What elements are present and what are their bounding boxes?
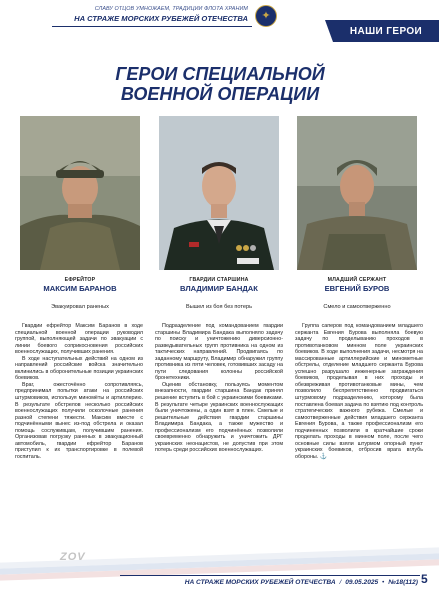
- paragraph: Подразделение под командованием гвардии старшины Владимира Бандака выполняло задачу по поиску и уничтожению диверсионно-разведывательных групп противника на одном из тактических направлений. Продвигаясь по заданному маршруту, Владимир обнаружил группу противника из пяти человек, готовивших засаду на пути следования колонны российской бронетехники.: [155, 323, 283, 382]
- anchor-star-icon: ✦: [261, 9, 271, 22]
- section-tab: НАШИ ГЕРОИ: [333, 20, 439, 42]
- hero-photo-bandak: [159, 116, 279, 270]
- navy-emblem-icon: [255, 5, 277, 27]
- headline-line-1: ГЕРОИ СПЕЦИАЛЬНОЙ: [115, 64, 325, 84]
- footer-separator: •: [380, 579, 387, 586]
- hero-name: ВЛАДИМИР БАНДАК: [180, 284, 258, 293]
- hero-rank: ГВАРДИИ СТАРШИНА: [189, 277, 249, 283]
- paragraph: Оценив обстановку, пользуясь моментом внезапности, гвардии старшина Бандак принял решение вступить в бой с украинскими боевиками. В результате четыре украинских военнослужащих были уничтожены, а один взят в плен. Смелые и решительные действия гвардии старшины Владимира Бандака, а также мужество и профессионализм его подчинённых позволили своевременно обнаружить и уничтожить ДРГ украинских неонацистов, не допустив при этом потерь среди российских военнослужащих.: [155, 381, 283, 454]
- anchor-end-icon: ⚓: [319, 453, 328, 460]
- hero-rank: МЛАДШИЙ СЕРЖАНТ: [327, 277, 387, 283]
- paragraph: В ходе наступательных действий на одном из направлений российские войска значительно вклинились в оборонительные позиции украинских боевиков.: [15, 355, 143, 382]
- article-column-burov: [295, 323, 423, 460]
- article-column-baranov: [15, 323, 143, 460]
- paragraph: Гвардии ефрейтор Максим Баранов в ходе специальной военной операции руководил группой, выполняющей задачи по эвакуации с линии боевого соприкосновения российских военнослужащих, получивших ранения.: [15, 323, 143, 356]
- headline-line-2: ВОЕННОЙ ОПЕРАЦИИ: [120, 84, 320, 104]
- header-divider: [52, 26, 252, 27]
- page-number: 5: [421, 572, 428, 586]
- footer-title: НА СТРАЖЕ МОРСКИХ РУБЕЖЕЙ ОТЕЧЕСТВА: [184, 579, 336, 586]
- paragraph-text: Группа саперов под командованием младшего сержанта Евгения Бурова выполняла боевую задачу по проделыванию проходов в противотанковом минном поле украинских боевиков. В ходе выполнения задачи, несмотря на массированные артиллерийские и минометные обстрелы, отделение младшего сержанта Бурова успешно разрушало инженерные заграждения боевиков, проделывая в них проходы и обезвреживая противотанковые мины, чем позволило беспрепятственно продвигаться штурмовому подразделению, которому была поставлена боевая задача по взятию под контроль стратегических важного рубежа. Смелые и самоотверженные действия младшего сержанта Евгения Бурова, а также профессионализм его подчиненных позволили в кратчайшие сроки проделать проходы в минном поле, после чего основные силы взяли штурмом опорный пункт украинских боевиков, отбросив врага вглубь обороны.: [295, 323, 423, 460]
- page-headline: [95, 64, 345, 104]
- hero-name: МАКСИМ БАРАНОВ: [43, 284, 117, 293]
- hero-rank: ЕФРЕЙТОР: [64, 277, 96, 283]
- hero-photo-baranov: [20, 116, 140, 270]
- hero-name: ЕВГЕНИЙ БУРОВ: [324, 284, 390, 293]
- hero-award-burov: Смело и самоотверженно: [323, 304, 391, 310]
- article-column-bandak: [155, 323, 283, 454]
- hero-caption-bandak: [154, 277, 284, 293]
- footer-divider: [120, 575, 420, 576]
- hero-award-bandak: Вышел из боя без потерь: [185, 304, 253, 310]
- hero-caption-burov: [292, 277, 422, 293]
- header-tagline: СЛАВУ ОТЦОВ УМНОЖАЕМ, ТРАДИЦИИ ФЛОТА ХРАНИМ: [94, 6, 248, 12]
- hero-caption-baranov: [15, 277, 145, 293]
- hero-award-baranov: Эвакуировал раненых: [51, 304, 109, 310]
- hero-photo-burov: [297, 116, 417, 270]
- header-title: НА СТРАЖЕ МОРСКИХ РУБЕЖЕЙ ОТЕЧЕСТВА: [74, 14, 248, 23]
- zov-watermark: ZOV: [60, 551, 86, 563]
- footer-separator: /: [337, 579, 344, 586]
- footer-date: 09.05.2025: [345, 579, 379, 586]
- paragraph: Враг, ожесточённо сопротивляясь, предпринимал попытки атаки на российских штурмовиков, используя миномёты и артиллерию. В результате обстрелов несколько российских военнослужащих получили осколочные ранения разной степени тяжести. Максим вместе с подчинёнными вынес из-под обстрела и оказал помощь сослуживцам, получившим ранения. Организовав погрузку раненых в эвакуационный автомобиль, гвардии ефрейтор Баранов приступил к их транспортировке в полевой госпиталь.: [15, 381, 143, 460]
- page-footer: [150, 579, 418, 586]
- footer-issue: №18(112): [388, 579, 418, 586]
- paragraph: [295, 323, 423, 460]
